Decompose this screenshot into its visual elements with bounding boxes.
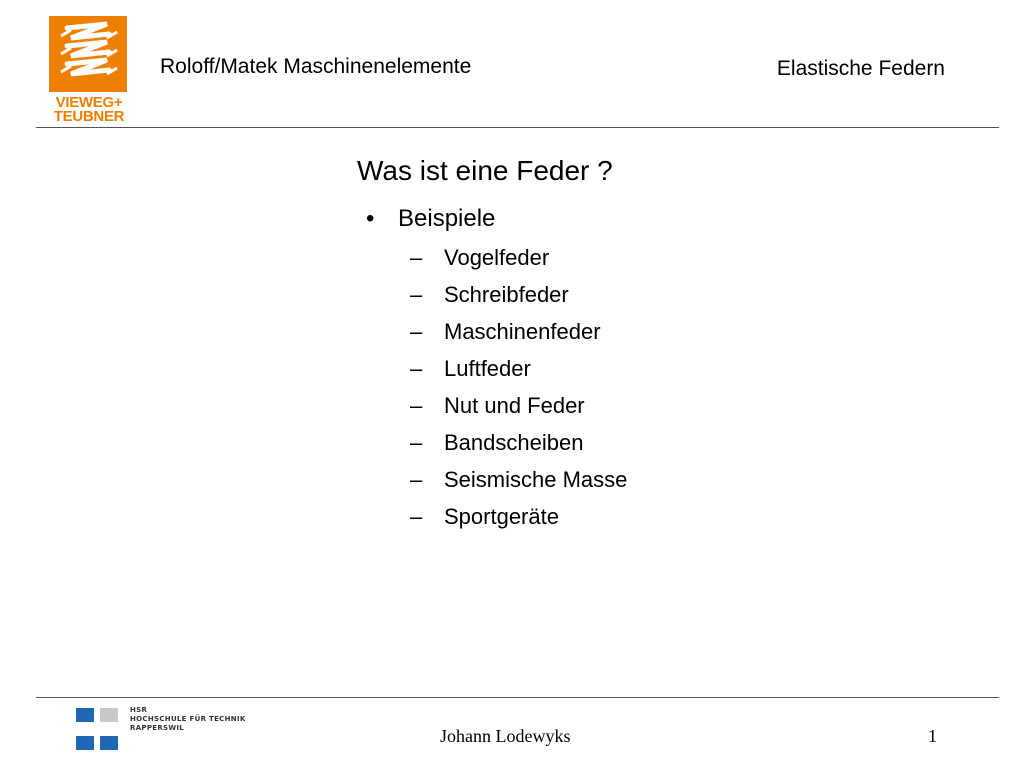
dash-marker: –	[410, 356, 423, 381]
hsr-wordmark	[130, 706, 246, 733]
header-divider	[36, 127, 999, 128]
hsr-square-icon	[100, 736, 118, 750]
spring-logo-icon	[49, 16, 127, 92]
bullet-label: Beispiele	[398, 205, 496, 232]
list-item	[410, 428, 627, 465]
dash-marker: –	[410, 430, 423, 455]
list-item-text: Sportgeräte	[444, 504, 559, 529]
vieweg-teubner-logo	[49, 16, 129, 126]
list-item-text: Seismische Masse	[444, 467, 628, 492]
hsr-square-icon	[100, 708, 118, 722]
hsr-logo	[76, 706, 256, 752]
dash-marker: –	[410, 504, 423, 529]
header-book-title: Roloff/Matek Maschinenelemente	[160, 55, 472, 78]
list-item-text: Nut und Feder	[444, 393, 585, 418]
list-item	[410, 317, 627, 354]
list-item	[410, 502, 627, 539]
list-item-text: Luftfeder	[444, 356, 531, 381]
dash-marker: –	[410, 393, 423, 418]
bullet-marker: •	[366, 205, 375, 232]
hsr-line-2: HOCHSCHULE FÜR TECHNIK	[130, 715, 246, 723]
list-item	[410, 354, 627, 391]
list-item	[410, 465, 627, 502]
list-item	[410, 243, 627, 280]
hsr-line-3: RAPPERSWIL	[130, 724, 185, 732]
example-list	[410, 243, 627, 539]
logo-wordmark	[49, 96, 129, 124]
footer-author: Johann Lodewyks	[440, 726, 571, 746]
list-item	[410, 391, 627, 428]
footer-divider	[36, 697, 999, 698]
dash-marker: –	[410, 467, 423, 492]
list-item	[410, 280, 627, 317]
list-item-text: Schreibfeder	[444, 282, 569, 307]
header-chapter-title: Elastische Federn	[776, 57, 945, 80]
hsr-square-icon	[76, 708, 94, 722]
dash-marker: –	[410, 245, 423, 270]
page-number: 1	[928, 726, 937, 746]
logo-line-1: VIEWEG+	[55, 94, 123, 111]
slide-title: Was ist eine Feder ?	[357, 155, 613, 186]
hsr-square-icon	[76, 736, 94, 750]
logo-line-2: TEUBNER	[53, 108, 125, 125]
bullet-level-1	[366, 205, 495, 233]
list-item-text: Vogelfeder	[444, 245, 550, 270]
list-item-text: Bandscheiben	[444, 430, 584, 455]
list-item-text: Maschinenfeder	[444, 319, 601, 344]
dash-marker: –	[410, 319, 423, 344]
dash-marker: –	[410, 282, 423, 307]
hsr-line-1: HSR	[130, 706, 148, 714]
